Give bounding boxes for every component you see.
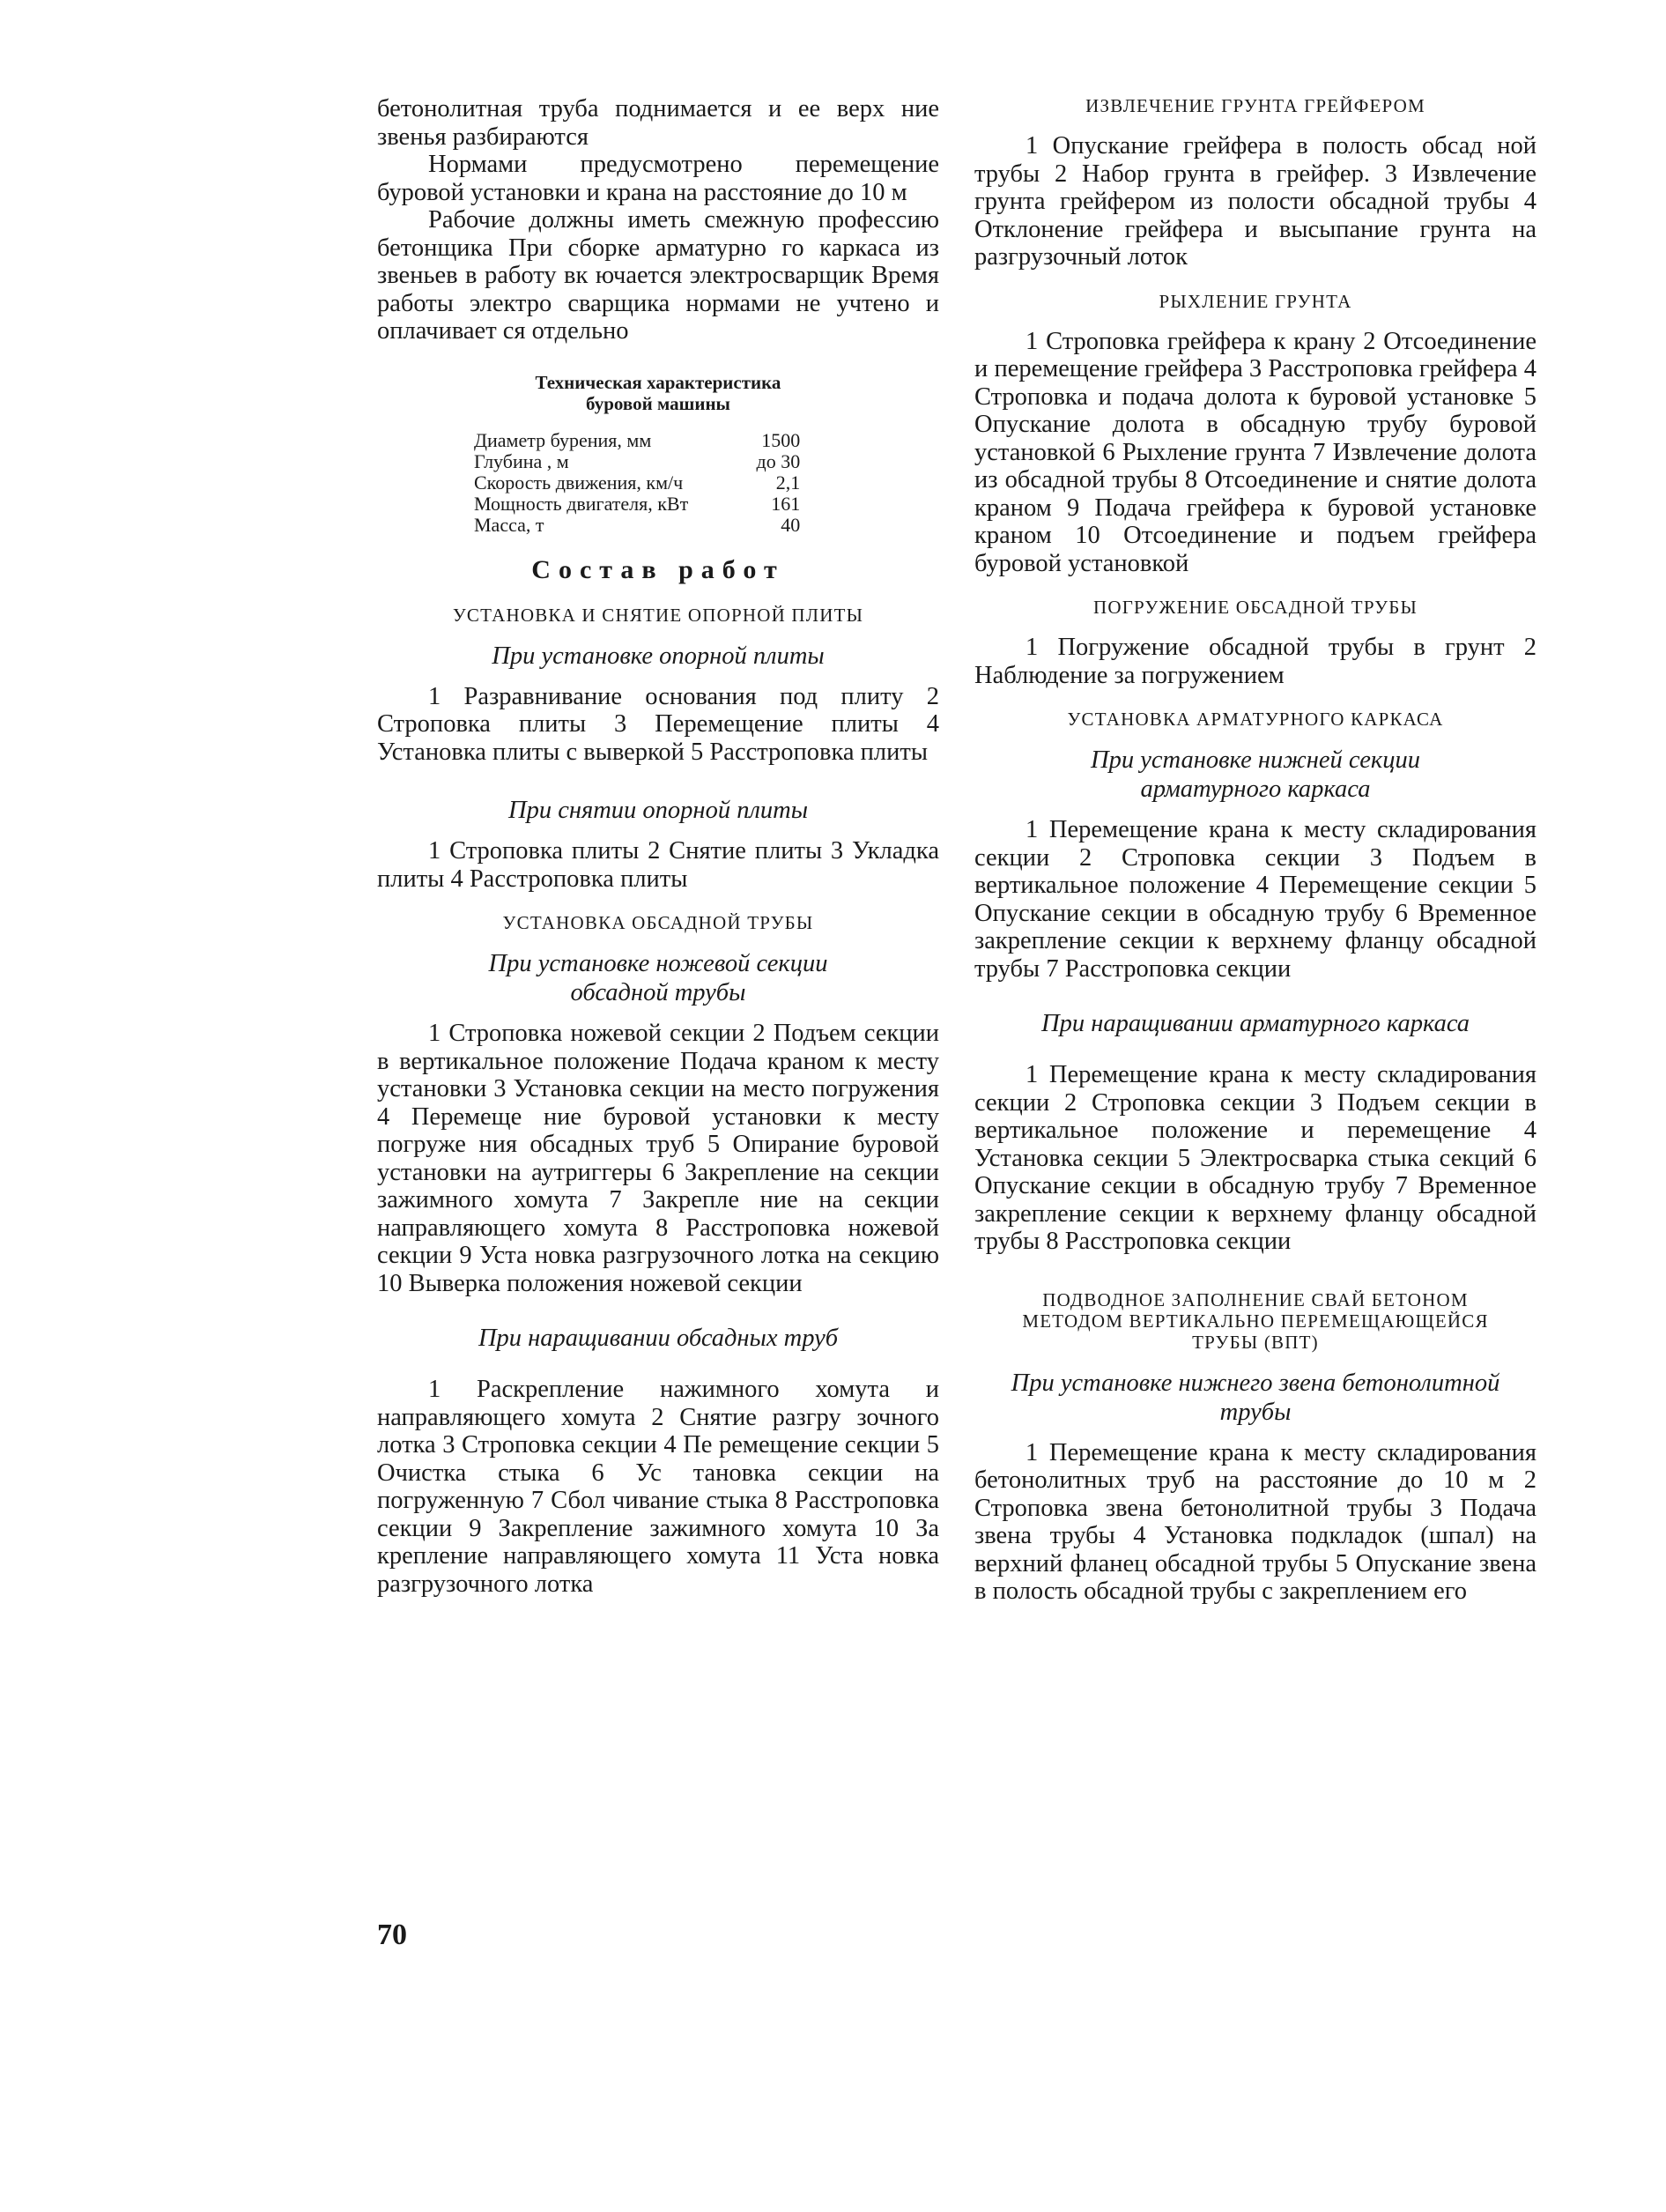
- spec-row: [474, 451, 800, 472]
- subsection-heading-line: трубы: [1219, 1398, 1292, 1426]
- section-heading: [974, 1289, 1536, 1353]
- paragraph: 1 Строповка ножевой секции 2 Подъем секции в вертикальное положение Подача краном к месту установки 3 Установка секции на место погружения 4 Перемеще ние буровой установки к месту погруже ния обсадных труб 5 Опирание буровой установки на аутриггеры 6 Закрепление на секции зажимного хомута 7 Закрепле ние на секции направляющего хомута 8 Расстроповка ножевой секции 9 Уста новка разгрузочного лотка на секцию 10 Выверка положения ножевой секции: [377, 1020, 939, 1297]
- subsection-heading-line: обсадной трубы: [570, 979, 746, 1006]
- spec-table: [474, 430, 800, 536]
- subsection-heading: [974, 1369, 1536, 1427]
- spec-row: [474, 494, 800, 515]
- spec-value: 40: [781, 513, 801, 536]
- subsection-heading: [974, 746, 1536, 804]
- paragraph: 1 Перемещение крана к месту складирования секции 2 Строповка секции 3 Подъем в вертикальное положение 4 Перемещение секции 5 Опускание секции в обсадную трубу 6 Временное закрепление секции к верхнему фланцу обсадной трубы 7 Расстроповка секции: [974, 816, 1536, 983]
- paragraph: Рабочие должны иметь смежную профессию бетонщика При сборке арматурно го каркаса из звеньев в работу вк ючается электросварщик Время работы электро сварщика нормами не учтено и оплачивает ся отдельно: [377, 206, 939, 345]
- section-title: Состав работ: [531, 554, 785, 584]
- spec-title-line: буровой машины: [586, 392, 730, 414]
- page-number: 70: [377, 1919, 407, 1951]
- paragraph: 1 Строповка грейфера к крану 2 Отсоединение и перемещение грейфера 3 Расстроповка грейфера 4 Строповка и подача долота к буровой установке 5 Опускание долота в обсадную трубу буровой установкой 6 Рыхление грунта 7 Извлечение долота из обсадной трубы 8 Отсоединение и снятие долота краном 9 Подача грейфера к буровой установке краном 10 Отсоединение и подъем грейфера буровой установкой: [974, 327, 1536, 577]
- paragraph: 1 Погружение обсадной трубы в грунт 2 Наблюдение за погружением: [974, 634, 1536, 689]
- paragraph: 1 Разравнивание основания под плиту 2 Строповка плиты 3 Перемещение плиты 4 Установка плиты с выверкой 5 Расстроповка плиты: [377, 682, 939, 766]
- spec-row: [474, 472, 800, 494]
- spec-name: Мощность двигателя, кВт: [474, 492, 689, 515]
- subsection-heading: При установке опорной плиты: [492, 642, 825, 670]
- spec-title-line: Техническая характеристика: [535, 371, 781, 393]
- paragraph: 1 Раскрепление нажимного хомута и направляющего хомута 2 Снятие разгру зочного лотка 3 Строповка секции 4 Пе ремещение секции 5 Очистка стыка 6 Ус тановка секции на погруженную 7 Сбол чивание стыка 8 Расстроповка секции 9 Закрепление зажимного хомута 10 За крепление направляющего хомута 11 Уста новка разгрузочного лотка: [377, 1376, 939, 1598]
- spec-value: до 30: [756, 449, 801, 472]
- spec-name: Глубина , м: [474, 449, 569, 472]
- paragraph: 1 Строповка плиты 2 Снятие плиты 3 Укладка плиты 4 Расстроповка плиты: [377, 837, 939, 893]
- section-heading: РЫХЛЕНИЕ ГРУНТА: [1159, 290, 1352, 312]
- section-heading-line: ТРУБЫ (ВПТ): [1192, 1331, 1319, 1353]
- paragraph: 1 Опускание грейфера в полость обсад ной трубы 2 Набор грунта в грейфер. 3 Извлечение грунта грейфером из полости обсадной трубы 4 Отклонение грейфера и высыпание грунта на разгрузочный лоток: [974, 132, 1536, 271]
- section-heading-line: МЕТОДОМ ВЕРТИКАЛЬНО ПЕРЕМЕЩАЮЩЕЙСЯ: [1022, 1310, 1489, 1332]
- subsection-heading-line: При установке нижней секции: [1091, 746, 1420, 774]
- paragraph: 1 Перемещение крана к месту складирования секции 2 Строповка секции 3 Подъем секции в вертикальное положение и перемещение 4 Установка секции 5 Электросварка стыка секций 6 Опускание секции в обсадную трубу 7 Временное закрепление секции к верхнему фланцу обсадной трубы 8 Расстроповка секции: [974, 1061, 1536, 1255]
- subsection-heading-line: При установке ножевой секции: [488, 950, 828, 977]
- subsection-heading: При снятии опорной плиты: [507, 797, 809, 824]
- spec-value: 1500: [761, 428, 801, 451]
- section-heading: ИЗВЛЕЧЕНИЕ ГРУНТА ГРЕЙФЕРОМ: [1085, 95, 1425, 116]
- spec-title: [377, 372, 939, 414]
- section-heading: УСТАНОВКА ОБСАДНОЙ ТРУБЫ: [502, 912, 814, 933]
- section-heading: УСТАНОВКА АРМАТУРНОГО КАРКАСА: [1067, 709, 1444, 730]
- section-heading-line: ПОДВОДНОЕ ЗАПОЛНЕНИЕ СВАЙ БЕТОНОМ: [1042, 1288, 1469, 1310]
- subsection-heading: При наращивании обсадных труб: [478, 1325, 839, 1352]
- paragraph: бетонолитная труба поднимается и ее верх ние звенья разбираются: [377, 95, 939, 151]
- spec-name: Скорость движения, км/ч: [474, 471, 684, 494]
- spec-row: [474, 430, 800, 451]
- spec-name: Диаметр бурения, мм: [474, 428, 652, 451]
- spec-value: 2,1: [775, 471, 801, 494]
- subsection-heading: При наращивании арматурного каркаса: [1040, 1010, 1470, 1037]
- paragraph: 1 Перемещение крана к месту складирования бетонолитных труб на расстояние до 10 м 2 Строповка звена бетонолитной трубы 3 Подача звена трубы 4 Установка подкладок (шпал) на верхний фланец обсадной трубы 5 Опускание звена в полость обсадной трубы с закреплением его: [974, 1438, 1536, 1605]
- subsection-heading-line: арматурного каркаса: [1140, 776, 1371, 803]
- section-heading: ПОГРУЖЕНИЕ ОБСАДНОЙ ТРУБЫ: [1092, 597, 1418, 618]
- spec-value: 161: [771, 492, 801, 515]
- spec-row: [474, 515, 800, 536]
- subsection-heading-line: При установке нижнего звена бетонолитной: [1011, 1369, 1500, 1397]
- paragraph: Нормами предусмотрено перемещение буровой установки и крана на расстояние до 10 м: [377, 151, 939, 206]
- section-heading: УСТАНОВКА И СНЯТИЕ ОПОРНОЙ ПЛИТЫ: [452, 604, 864, 626]
- left-column: [377, 95, 939, 1598]
- spec-name: Масса, т: [474, 513, 544, 536]
- right-column: [974, 95, 1536, 1606]
- subsection-heading: [377, 949, 939, 1007]
